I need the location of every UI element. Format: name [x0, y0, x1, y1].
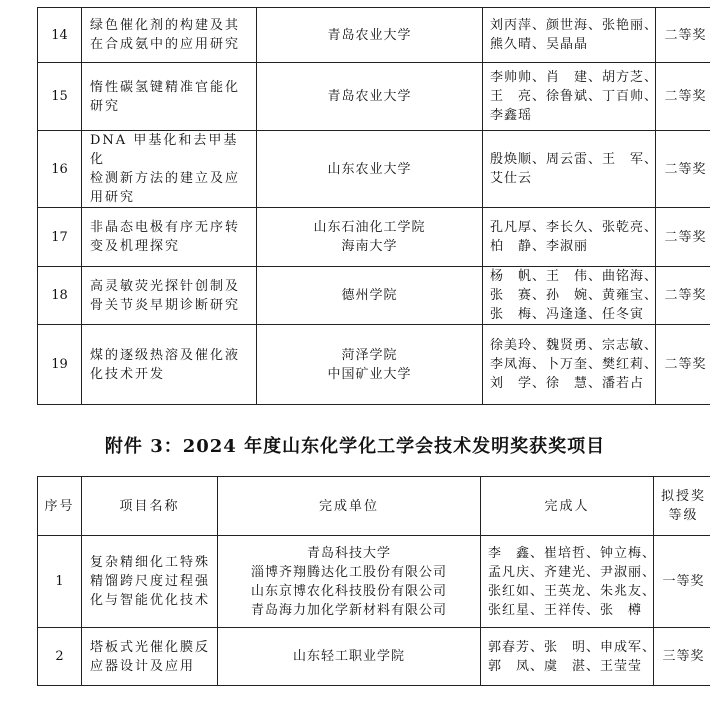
completion-unit: 山东石油化工学院 海南大学 [257, 208, 483, 267]
completion-people: 杨 帆、王 伟、曲铭海、 张 赛、孙 婉、黄雍宝、 张 梅、冯逢逢、任冬寅 [483, 267, 656, 325]
header-people: 完成人 [481, 477, 654, 536]
award-level: 一等奖 [654, 536, 710, 628]
award-level: 二等奖 [656, 208, 710, 267]
completion-unit: 青岛科技大学 淄博齐翔腾达化工股份有限公司 山东京博农化科技股份有限公司 青岛海力加化学新材料有限公司 [218, 536, 481, 628]
project-name: 非晶态电极有序无序转 变及机理探究 [82, 208, 257, 267]
table-row [38, 131, 710, 208]
project-name: 绿色催化剂的构建及其 在合成氨中的应用研究 [82, 8, 257, 63]
completion-people: 徐美玲、魏贤勇、宗志敏、 李凤海、卜万奎、樊红莉、 刘 学、徐 慧、潘若占 [483, 325, 656, 405]
row-number: 1 [38, 536, 82, 628]
table-row [38, 8, 710, 63]
row-number: 14 [38, 8, 82, 63]
awards-table-2 [37, 476, 710, 686]
project-name: 煤的逐级热溶及催化液 化技术开发 [82, 325, 257, 405]
completion-unit: 山东轻工职业学院 [218, 628, 481, 686]
row-number: 18 [38, 267, 82, 325]
row-number: 15 [38, 63, 82, 131]
completion-unit: 青岛农业大学 [257, 8, 483, 63]
row-number: 16 [38, 131, 82, 208]
table-row [38, 628, 710, 686]
completion-people: 孔凡厚、李长久、张乾亮、 柏 静、李淑丽 [483, 208, 656, 267]
completion-unit: 山东农业大学 [257, 131, 483, 208]
row-number: 2 [38, 628, 82, 686]
header-number: 序号 [38, 477, 82, 536]
completion-people: 郭春芳、张 明、申成军、 郭 凤、虞 湛、王莹莹 [481, 628, 654, 686]
section-heading: 附件 3：2024 年度山东化学化工学会技术发明奖获奖项目 [104, 436, 606, 457]
project-name: 惰性碳氢键精准官能化 研究 [82, 63, 257, 131]
completion-people: 殷焕顺、周云雷、王 军、 艾仕云 [483, 131, 656, 208]
table-row [38, 63, 710, 131]
completion-unit: 菏泽学院 中国矿业大学 [257, 325, 483, 405]
project-name: 高灵敏荧光探针创制及 骨关节炎早期诊断研究 [82, 267, 257, 325]
project-name: 塔板式光催化膜反 应器设计及应用 [82, 628, 218, 686]
project-name: DNA 甲基化和去甲基化 检测新方法的建立及应 用研究 [82, 131, 257, 208]
table-row [38, 267, 710, 325]
award-level: 二等奖 [656, 325, 710, 405]
award-level: 二等奖 [656, 131, 710, 208]
header-units: 完成单位 [218, 477, 481, 536]
completion-unit: 青岛农业大学 [257, 63, 483, 131]
project-name: 复杂精细化工特殊 精馏跨尺度过程强 化与智能优化技术 [82, 536, 218, 628]
header-award-level: 拟授奖 等级 [654, 477, 710, 536]
table-row [38, 208, 710, 267]
header-project-name: 项目名称 [82, 477, 218, 536]
award-level: 二等奖 [656, 267, 710, 325]
award-level: 三等奖 [654, 628, 710, 686]
awards-table-1 [37, 7, 710, 405]
completion-unit: 德州学院 [257, 267, 483, 325]
row-number: 17 [38, 208, 82, 267]
completion-people: 刘丙萍、颜世海、张艳丽、 熊久晴、吴晶晶 [483, 8, 656, 63]
completion-people: 李帅帅、肖 建、胡方芝、 王 亮、徐鲁斌、丁百帅、 李鑫瑶 [483, 63, 656, 131]
table-header-row [38, 477, 710, 536]
award-level: 二等奖 [656, 8, 710, 63]
row-number: 19 [38, 325, 82, 405]
completion-people: 李 鑫、崔培哲、钟立梅、 孟凡庆、齐建光、尹淑丽、 张红如、王英龙、朱兆友、 张红星、王祥传、张 樽 [481, 536, 654, 628]
table-row [38, 325, 710, 405]
table-row [38, 536, 710, 628]
award-level: 二等奖 [656, 63, 710, 131]
